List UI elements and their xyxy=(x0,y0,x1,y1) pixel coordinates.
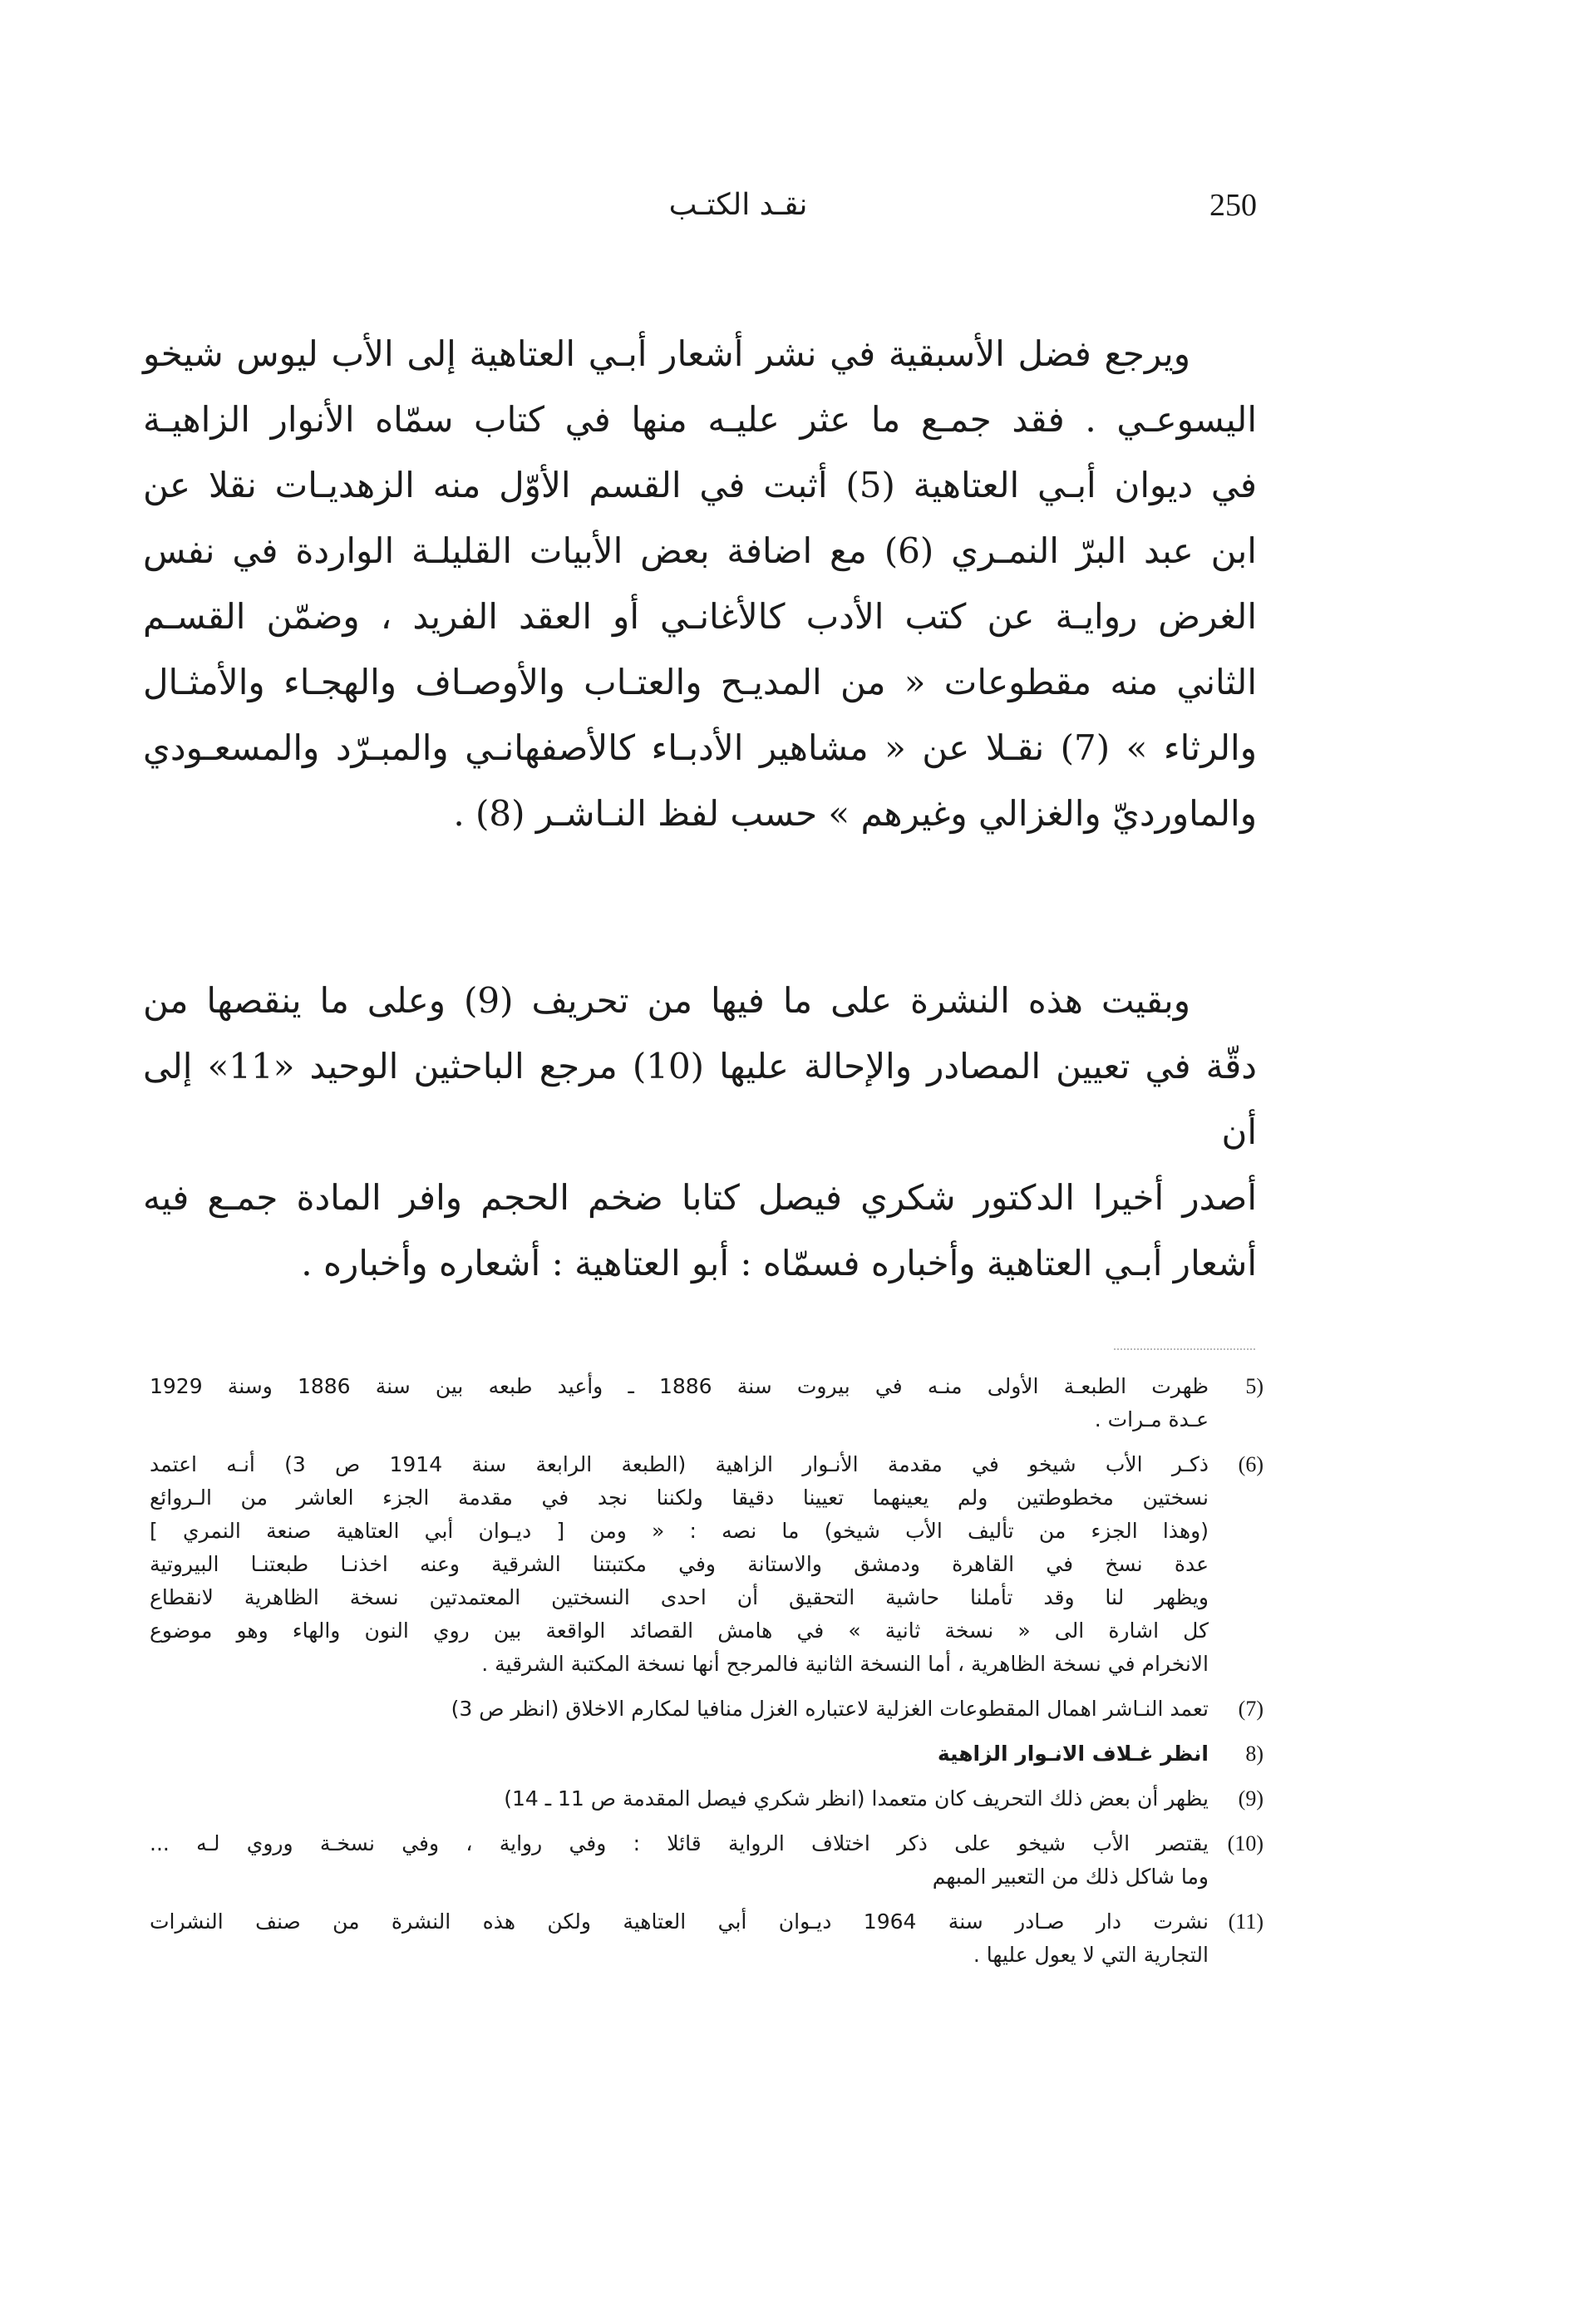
footnote-10 xyxy=(150,1827,1264,1894)
footnote-line: تعمد النـاشر اهمال المقطوعات الغزلية لاعتباره الغزل منافيا لمكارم الاخلاق (انظر ص 3) xyxy=(451,1697,1209,1721)
paragraph-2 xyxy=(143,968,1257,1296)
running-title: نقـد الكتـب xyxy=(668,188,808,222)
footnote-6 xyxy=(150,1448,1264,1681)
footnote-number: (8 xyxy=(1245,1742,1264,1766)
footnote-9 xyxy=(150,1782,1264,1816)
footnote-line: (وهذا الجزء من تأليف الأب شيخو) ما نصه : « ومن [ ديـوان أبي العتاهية صنعة النمري ] xyxy=(150,1519,1209,1543)
footnote-number: (5 xyxy=(1245,1374,1264,1398)
footnote-number: (10) xyxy=(1227,1831,1264,1855)
footnote-line: ظهرت الطبعـة الأولى منـه في بيروت سنة 1886 ـ وأعيد طبعه بين سنة 1886 وسنة 1929 xyxy=(150,1374,1209,1398)
footnote-line: عدة نسخ في القاهرة ودمشق والاستانة وفي مكتبتنا الشرقية وعنه اخذنـا طبعتنـا البيروتية xyxy=(150,1552,1209,1576)
paragraph-line: ويرجع فضل الأسبقية في نشر أشعار أبـي العتاهية إلى الأب ليوس شيخو xyxy=(143,333,1190,374)
footnote-line: التجارية التي لا يعول عليها . xyxy=(973,1943,1209,1967)
paragraph-line: وبقيت هذه النشرة على ما فيها من تحريف (9) وعلى ما ينقصها من xyxy=(143,980,1190,1021)
footnote-7 xyxy=(150,1692,1264,1726)
footnote-separator xyxy=(1114,1348,1255,1350)
footnote-line: يظهر أن بعض ذلك التحريف كان متعمدا (انظر شكري فيصل المقدمة ص 11 ـ 14) xyxy=(504,1786,1209,1811)
footnote-number: (7) xyxy=(1238,1697,1264,1721)
footnotes xyxy=(150,1370,1264,1983)
paragraph-line: أشعار أبـي العتاهية وأخباره فسمّاه : أبو العتاهية : أشعاره وأخباره . xyxy=(301,1243,1257,1284)
footnote-number: (11) xyxy=(1228,1909,1264,1934)
paragraph-line: دقّة في تعيين المصادر والإحالة عليها (10) مرجع الباحثين الوحيد «11» إلى أن xyxy=(143,1046,1257,1152)
footnote-line: عـدة مـرات . xyxy=(1094,1407,1209,1431)
footnote-line: ويظهر لنا وقد تأملنا حاشية التحقيق أن احدى النسختين المعتمدتين نسخة الظاهرية لانقطاع xyxy=(150,1585,1209,1609)
footnote-8 xyxy=(150,1737,1264,1771)
footnote-line: يقتصر الأب شيخو على ذكر اختلاف الرواية قائلا : وفي رواية ، وفي نسخـة وروي لـه ... xyxy=(150,1831,1209,1855)
footnote-number: (6) xyxy=(1238,1452,1264,1476)
paragraph-line: الثاني منه مقطوعات « من المديـح والعتـاب والأوصـاف والهجـاء والأمثـال xyxy=(143,662,1257,702)
footnote-line: نسختين مخطوطتين ولم يعينهما تعيينا دقيقا ولكننا نجد في مقدمة الجزء العاشر من الـروائع xyxy=(150,1486,1209,1510)
footnote-11 xyxy=(150,1905,1264,1972)
footnote-line: وما شاكل ذلك من التعبير المبهم xyxy=(932,1865,1209,1889)
page-number: 250 xyxy=(1209,188,1257,223)
footnote-line: كل اشارة الى « نسخة ثانية » في هامش القصائد الواقعة بين روي النون والهاء وهو موضوع xyxy=(150,1619,1209,1643)
page-header xyxy=(140,185,1258,234)
paragraph-line: والرثاء » (7) نقـلا عن « مشاهير الأدبـاء كالأصفهانـي والمبـرّد والمسعـودي xyxy=(143,727,1257,768)
footnote-line: الانخرام في نسخة الظاهرية ، أما النسخة الثانية فالمرجح أنها نسخة المكتبة الشرقية . xyxy=(481,1652,1209,1676)
footnote-line: نشرت دار صـادر سنة 1964 ديـوان أبي العتاهية ولكن هذه النشرة من صنف النشرات xyxy=(150,1909,1209,1934)
paragraph-line: والماورديّ والغزالي وغيرهم » حسب لفظ النـاشـر (8) . xyxy=(453,793,1257,834)
paragraph-line: الغرض روايـة عن كتب الأدب كالأغانـي أو العقد الفريد ، وضمّن القسـم xyxy=(143,596,1257,637)
paragraph-line: أصدر أخيرا الدكتور شكري فيصل كتابا ضخم الحجم وافر المادة جمـع فيه xyxy=(143,1177,1257,1218)
paragraph-1 xyxy=(143,321,1257,846)
footnote-number: (9) xyxy=(1238,1786,1264,1811)
paragraph-line: ابن عبد البرّ النمـري (6) مع اضافة بعض الأبيات القليلـة الواردة في نفس xyxy=(143,530,1257,571)
paragraph-line: في ديوان أبـي العتاهية (5) أثبت في القسم الأوّل منه الزهديـات نقلا عن xyxy=(143,465,1258,505)
footnote-line: انظر غـلاف الانـوار الزاهية xyxy=(937,1742,1209,1766)
footnote-5 xyxy=(150,1370,1264,1436)
footnote-line: ذكـر الأب شيخو في مقدمة الأنـوار الزاهية (الطبعة الرابعة سنة 1914 ص 3) أنـه اعتمد xyxy=(150,1452,1209,1476)
paragraph-line: اليسوعـي . فقد جمـع ما عثر عليـه منها في كتاب سمّاه الأنوار الزاهيـة xyxy=(143,399,1257,440)
